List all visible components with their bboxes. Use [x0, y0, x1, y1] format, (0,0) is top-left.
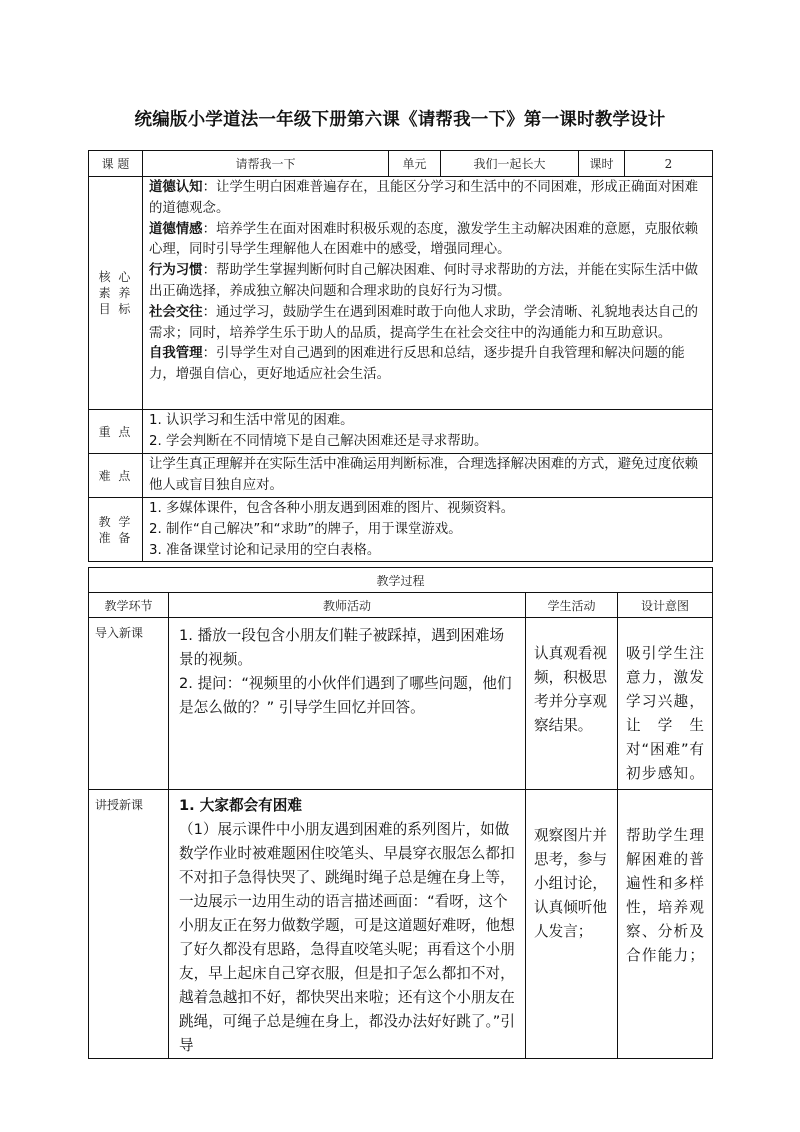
objective-heading: 自我管理 [149, 346, 203, 362]
column-header-teacher: 教师活动 [169, 593, 526, 618]
objective-heading: 道德情感 [149, 221, 203, 237]
difficulty-text: 让学生真正理解并在实际生活中准确运用判断标准，合理选择解决困难的方式，避免过度依赖他人或盲目独自应对。 [149, 457, 699, 493]
core-objectives-content [143, 177, 713, 410]
unit-value: 我们一起长大 [441, 151, 579, 177]
objective-text: ：帮助学生掌握判断何时自己解决困难、何时寻求帮助的方法，并能在实际生活中做出正确选择，养成独立解决问题和合理求助的良好行为习惯。 [149, 263, 699, 299]
core-label-line: 素 养 [98, 286, 133, 300]
student-activity-new-lesson: 观察图片并思考，参与小组讨论，认真倾听他人发言； [526, 790, 618, 1059]
column-header-stage: 教学环节 [89, 593, 169, 618]
document-title: 统编版小学道法一年级下册第六课《请帮我一下》第一课时教学设计 [134, 110, 666, 130]
objective-text: ：引导学生对自己遇到的困难进行反思和总结，逐步提升自我管理和解决问题的能力，增强自信心，更好地适应社会生活。 [149, 346, 685, 383]
objective-item [149, 178, 706, 220]
stage-new-lesson: 讲授新课 [89, 790, 169, 1059]
column-header-intent: 设计意图 [618, 593, 713, 618]
teacher-activity-new-lesson [169, 790, 526, 1059]
objective-item [149, 344, 706, 386]
preparation-item: 3. 准备课堂讨论和记录用的空白表格。 [149, 542, 381, 558]
hours-label: 课时 [579, 151, 625, 177]
objective-text: ：通过学习，鼓励学生在遇到困难时敢于向他人求助，学会清晰、礼貌地表达自己的需求；同时，培养学生乐于助人的品质，提高学生在社会交往中的沟通能力和互助意识。 [149, 304, 699, 341]
design-intent-intro: 吸引学生注意力，激发学习兴趣，让学生对“困难”有初步感知。 [618, 618, 713, 790]
objective-item [149, 261, 706, 303]
objective-item [149, 303, 706, 345]
difficulty-label: 难 点 [89, 454, 143, 498]
process-section-title: 教学过程 [89, 568, 713, 593]
teacher-subheading-text: 1. 大家都会有困难 [179, 797, 302, 814]
teaching-process-table [88, 567, 713, 1059]
objective-text: ：让学生明白困难普遍存在，且能区分学习和生活中的不同困难，形成正确面对困难的道德观念。 [149, 180, 699, 216]
teacher-activity-intro [169, 618, 526, 790]
column-header-student: 学生活动 [526, 593, 618, 618]
key-points-content [143, 410, 713, 454]
preparation-item: 2. 制作“自己解决”和“求助”的牌子，用于课堂游戏。 [149, 521, 462, 537]
objective-heading: 社会交往 [149, 304, 203, 320]
teacher-step: 2. 提问：“视频里的小伙伴们遇到了哪些问题，他们是怎么做的？” 引导学生回忆并回答。 [179, 675, 512, 716]
hours-value: 2 [625, 151, 713, 177]
lesson-info-table [88, 150, 713, 562]
student-activity-intro: 认真观看视频，积极思考并分享观察结果。 [526, 618, 618, 790]
teacher-body: （1）展示课件中小朋友遇到困难的系列图片，如做数学作业时被难题困住咬笔头、早晨穿衣服怎么都扣不对扣子急得快哭了、跳绳时绳子总是缠在身上等，一边展示一边用生动的语言描述画面：“看呀，这个小朋友正在努力做数学题，可是这道题好难呀，他想了好久都没有思路，急得直咬笔头呢；再看这个小朋友，早上起床自己穿衣服，但是扣子怎么都扣不对，越着急越扣不好，都快哭出来啦；还有这个小朋友在跳绳，可绳子总是缠在身上，都没办法好好跳了。”引导 [179, 821, 515, 1054]
teacher-subheading [179, 794, 517, 818]
objective-heading: 道德认知 [149, 180, 203, 195]
topic-value: 请帮我一下 [143, 151, 389, 177]
objective-item [149, 220, 706, 262]
unit-label: 单元 [389, 151, 441, 177]
preparation-content [143, 498, 713, 562]
difficulty-content [143, 454, 713, 498]
teacher-step: 1. 播放一段包含小朋友们鞋子被踩掉，遇到困难场景的视频。 [179, 627, 505, 668]
preparation-label-line: 教 学 [98, 514, 133, 529]
core-objectives-label [89, 177, 143, 410]
design-intent-new-lesson: 帮助学生理解困难的普遍性和多样性，培养观察、分析及合作能力； [618, 790, 713, 1059]
objective-heading: 行为习惯 [149, 263, 203, 279]
preparation-label-line: 准 备 [98, 530, 133, 545]
preparation-label [89, 498, 143, 562]
topic-label: 课 题 [89, 151, 143, 177]
core-label-line: 核 心 [98, 270, 133, 284]
key-points-label: 重 点 [89, 410, 143, 454]
core-label-line: 目 标 [98, 302, 133, 316]
preparation-item: 1. 多媒体课件，包含各种小朋友遇到困难的图片、视频资料。 [149, 501, 515, 516]
key-point-item: 2. 学会判断在不同情境下是自己解决困难还是寻求帮助。 [149, 433, 488, 449]
key-point-item: 1. 认识学习和生活中常见的困难。 [149, 413, 354, 428]
objective-text: ：培养学生在面对困难时积极乐观的态度，激发学生主动解决困难的意愿，克服依赖心理，同时引导学生理解他人在困难中的感受，增强同理心。 [149, 221, 699, 258]
stage-intro: 导入新课 [89, 618, 169, 790]
